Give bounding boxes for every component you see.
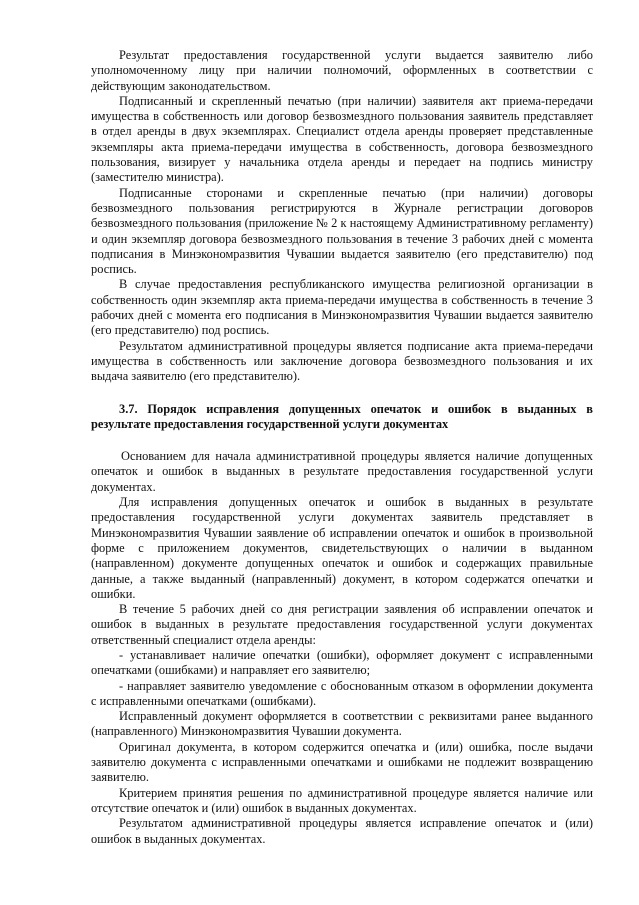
paragraph-procedure-result: Результатом административной процедуры является подписание акта приема-передачи имущества в собственность или заключение договора безвозмездного пользования и их выдача заявителю (его представителю). (91, 338, 593, 384)
paragraph-religious-organization: В случае предоставления республиканского имущества религиозной организации в собственность один экземпляр акта приема-передачи имущества в собственность в течение 3 рабочих дней с момента его подписания в Минэкономразвития Чувашии выдается заявителю (его представителю) под роспись. (91, 277, 593, 338)
paragraph-correction-result: Результатом административной процедуры является исправление опечаток и (или) ошибок в выданных документах. (91, 816, 593, 846)
paragraph-review-period: В течение 5 рабочих дней со дня регистрации заявления об исправлении опечаток и ошибок в выданных в результате предоставления государственной услуги документах ответственный специалист отдела аренды: (91, 602, 593, 647)
list-item-send-refusal: - направляет заявителю уведомление с обоснованным отказом в оформлении документа с исправленными опечатками (ошибками). (91, 678, 593, 708)
paragraph-result-issuance: Результат предоставления государственной услуги выдается заявителю либо уполномоченному лицу при наличии полномочий, оформленных в соответствии с действующим законодательством. (91, 48, 593, 93)
paragraph-corrected-document: Исправленный документ оформляется в соответствии с реквизитами ранее выданного (направленного) Минэкономразвития Чувашии документа. (91, 709, 593, 739)
paragraph-decision-criterion: Критерием принятия решения по административной процедуре является наличие или отсутствие опечаток и (или) ошибок в выданных документах. (91, 785, 593, 815)
paragraph-contract-registration: Подписанные сторонами и скрепленные печатью (при наличии) договоры безвозмездного пользования регистрируются в Журнале регистрации договоров безвозмездного пользования (приложение № 2 к настоящему Административному регламенту) и один экземпляр договора безвозмездного пользования в течение 3 рабочих дней с момента подписания в Минэкономразвития Чувашии выдается заявителю (его представителю) под роспись. (91, 185, 593, 277)
document-page (91, 48, 593, 847)
paragraph-correction-request: Для исправления допущенных опечаток и ошибок в выданных в результате предоставления государственной услуги документах заявитель представляет в Минэкономразвития Чувашии заявление об исправлении опечаток и ошибок в произвольной форме с приложением документов, свидетельствующих о наличии в выданном (направленном) документе допущенных опечаток и ошибок и содержащих правильные данные, а также выданный (направленный) документ, в котором содержатся опечатки и ошибки. (91, 495, 593, 601)
paragraph-original-document: Оригинал документа, в котором содержится опечатка и (или) ошибка, после выдачи заявителю документа с исправленными опечатками и ошибками не подлежит возвращению заявителю. (91, 739, 593, 785)
paragraph-grounds: Основанием для начала административной процедуры является наличие допущенных опечаток и ошибок в выданных в результате предоставления государственной услуги документах. (91, 449, 593, 494)
list-item-establish-error: - устанавливает наличие опечатки (ошибки), оформляет документ с исправленными опечатками (ошибками) и направляет его заявителю; (91, 647, 593, 678)
section-heading-3-7: 3.7. Порядок исправления допущенных опечаток и ошибок в выданных в результате предоставления государственной услуги документах (91, 401, 593, 431)
paragraph-signed-act-submission: Подписанный и скрепленный печатью (при наличии) заявителя акт приема-передачи имущества в собственность или договор безвозмездного пользования заявитель представляет в отдел аренды в двух экземплярах. Специалист отдела аренды проверяет представленные экземпляры акта приема-передачи имущества в собственность, договора безвозмездного пользования, визирует у начальника отдела аренды и передает на подпись министру (заместителю министра). (91, 93, 593, 185)
